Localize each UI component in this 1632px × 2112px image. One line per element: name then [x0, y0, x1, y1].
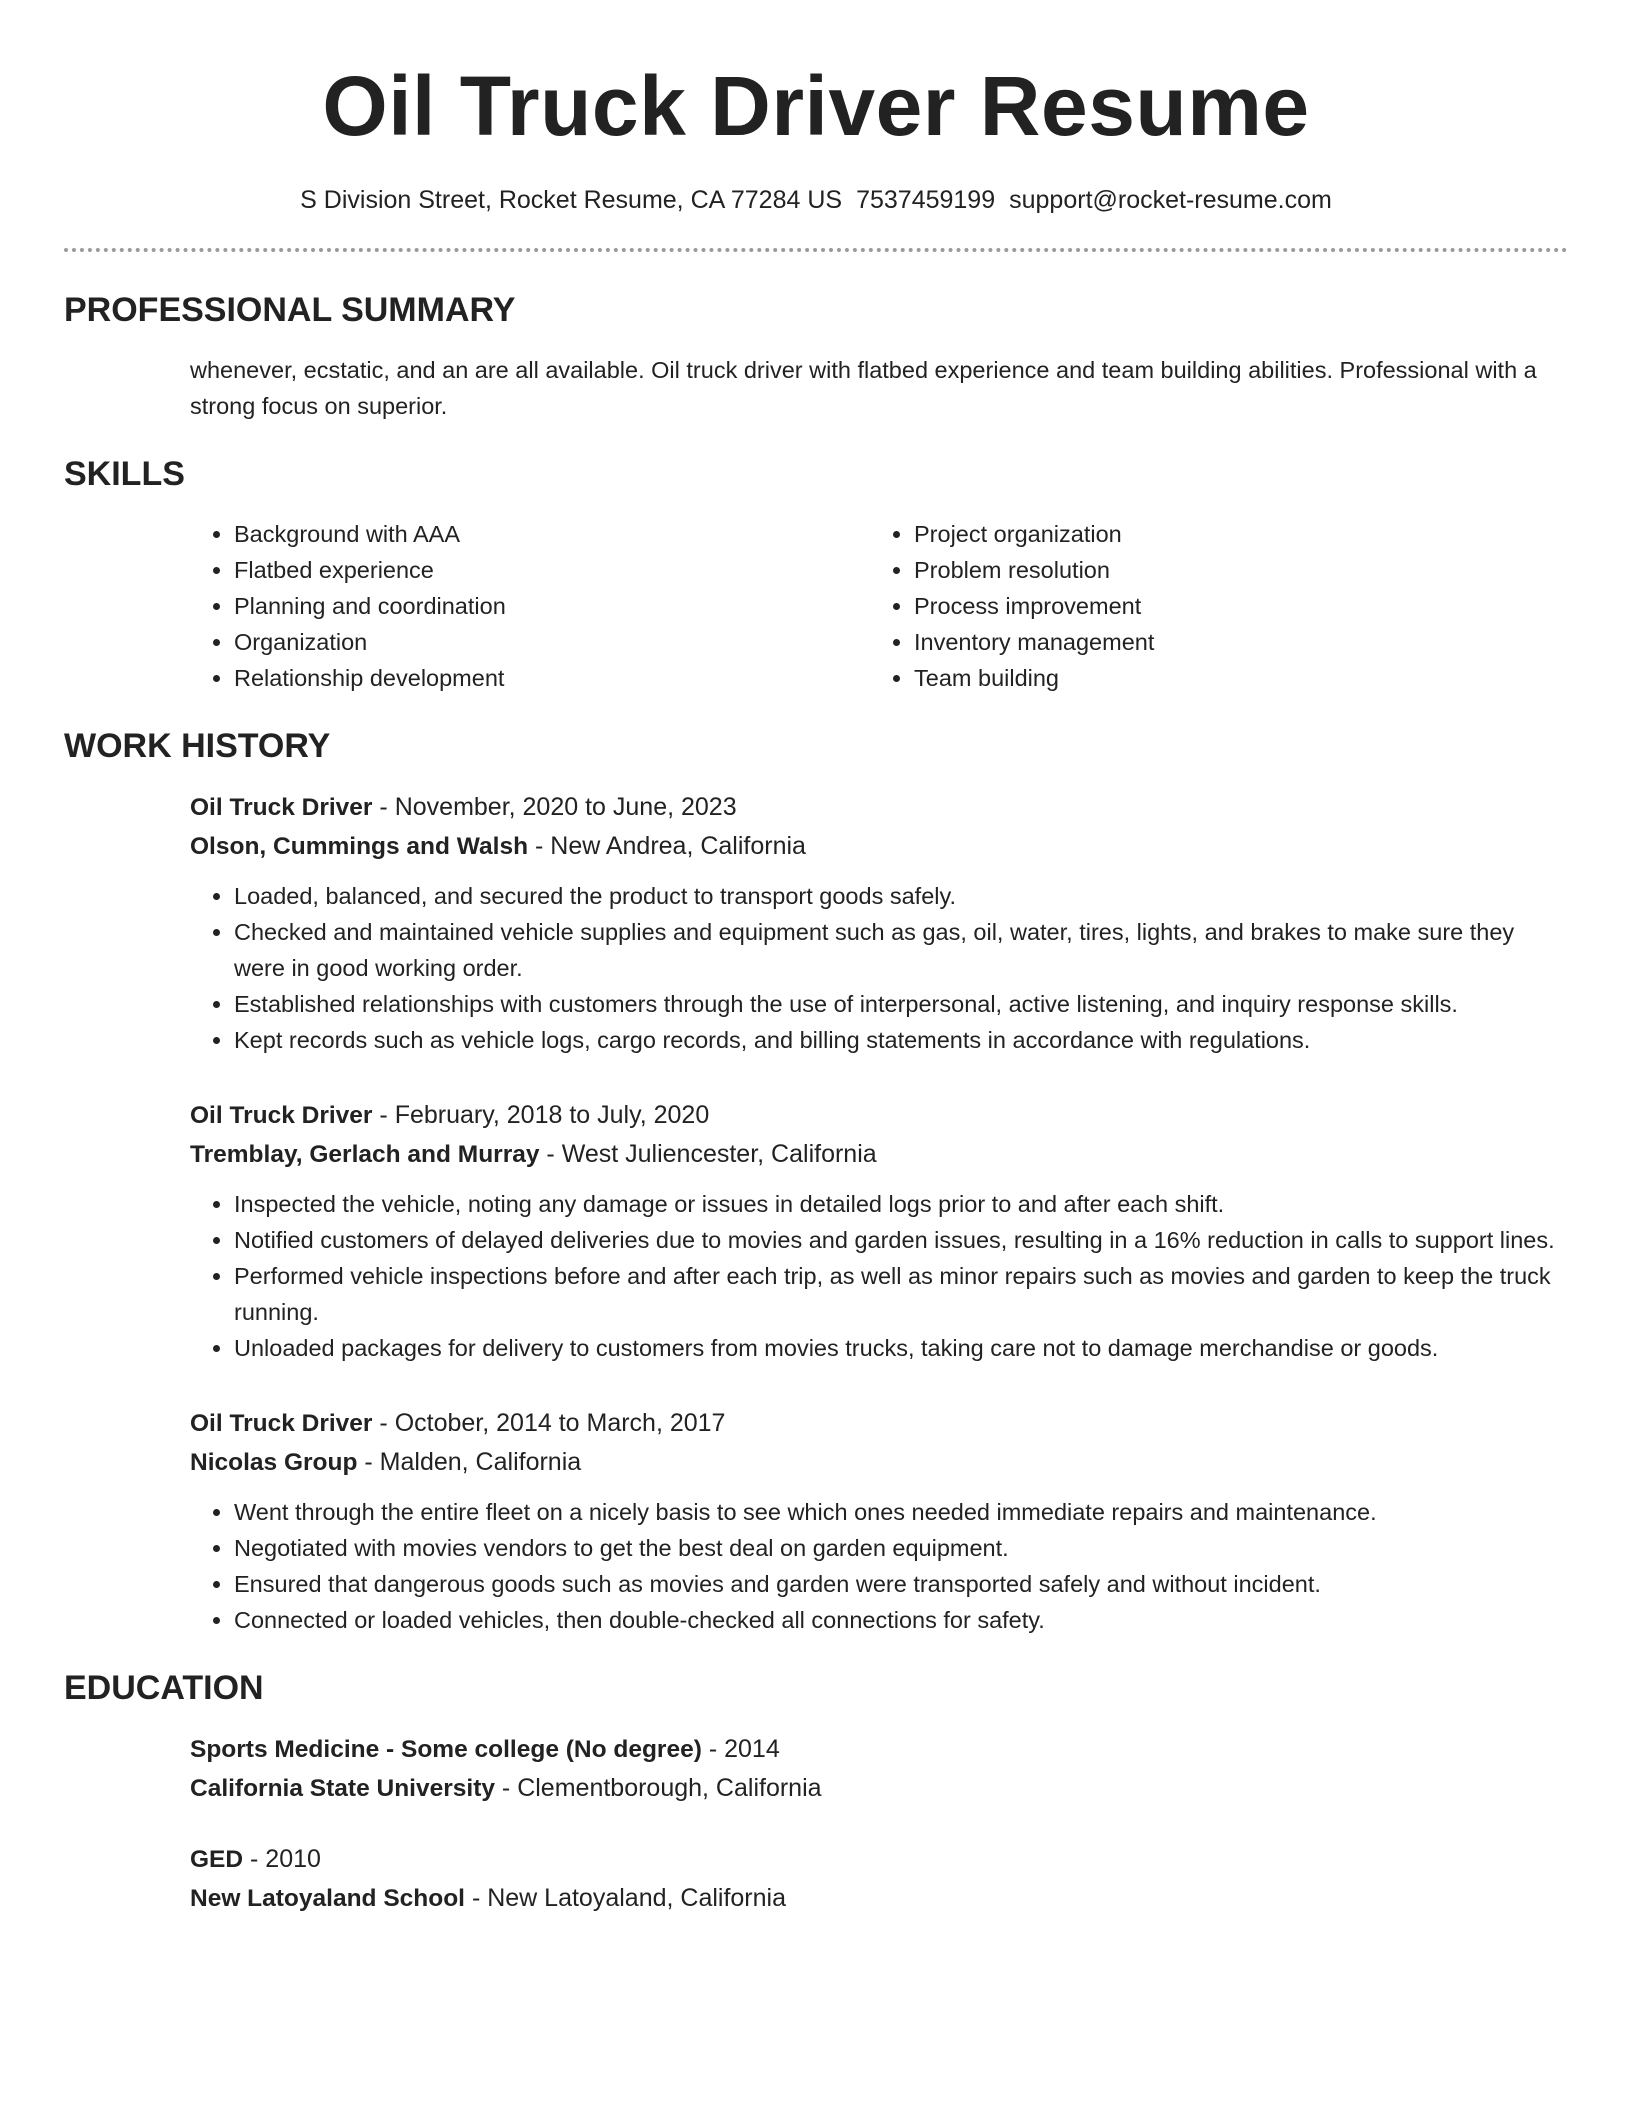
- job-location: - West Juliencester, California: [539, 1140, 877, 1168]
- resume-header: [64, 0, 1568, 252]
- job-duty: • Checked and maintained vehicle supplies and equipment such as gas, oil, water, tires, lights, and brakes to make sure they were in good working order.: [234, 914, 1568, 986]
- summary-text: whenever, ecstatic, and an are all available. Oil truck driver with flatbed experience and team building abilities. Professional with a strong focus on superior.: [190, 357, 1537, 419]
- job-role: Oil Truck Driver: [190, 794, 373, 821]
- job-dates: - October, 2014 to March, 2017: [372, 1409, 726, 1437]
- education-heading: EDUCATION: [64, 1669, 264, 1707]
- skill-item: • Background with AAA: [234, 516, 870, 552]
- education-year: - 2014: [701, 1735, 780, 1763]
- job-company: Olson, Cummings and Walsh: [190, 833, 529, 860]
- job-role: Oil Truck Driver: [190, 1102, 373, 1129]
- contact-address: S Division Street, Rocket Resume, CA 77284 US: [300, 186, 843, 214]
- skill-item: • Problem resolution: [914, 552, 1568, 588]
- summary-body: [190, 352, 1568, 424]
- skill-item: • Relationship development: [234, 660, 870, 696]
- skill-item: • Flatbed experience: [234, 552, 870, 588]
- job-title-line: [190, 1404, 1568, 1443]
- skill-item: • Planning and coordination: [234, 588, 870, 624]
- education-school: New Latoyaland School: [190, 1885, 465, 1912]
- skill-item: • Organization: [234, 624, 870, 660]
- education-location: - New Latoyaland, California: [465, 1884, 786, 1912]
- job-company: Nicolas Group: [190, 1449, 358, 1476]
- education-school-line: [190, 1879, 1568, 1918]
- job-entry: [190, 1404, 1568, 1638]
- education-degree: GED: [190, 1846, 244, 1873]
- skills-grid: [190, 516, 1568, 696]
- education-section: [64, 1668, 1568, 1918]
- header-divider: [64, 248, 1568, 252]
- education-degree-line: [190, 1840, 1568, 1879]
- skill-item: • Team building: [914, 660, 1568, 696]
- job-dates: - November, 2020 to June, 2023: [372, 793, 737, 821]
- education-entry: [190, 1730, 1568, 1808]
- skill-item: • Project organization: [914, 516, 1568, 552]
- job-company-line: [190, 827, 1568, 866]
- job-company-line: [190, 1443, 1568, 1482]
- job-duty: • Negotiated with movies vendors to get the best deal on garden equipment.: [234, 1530, 1568, 1566]
- job-duty: • Performed vehicle inspections before and after each trip, as well as minor repairs such as movies and garden to keep the truck running.: [234, 1258, 1568, 1330]
- job-title-line: [190, 788, 1568, 827]
- skills-list-right: [870, 516, 1568, 696]
- work-history-heading: WORK HISTORY: [64, 727, 331, 765]
- job-duty: • Loaded, balanced, and secured the product to transport goods safely.: [234, 878, 1568, 914]
- summary-section: [64, 290, 1568, 424]
- contact-phone: 7537459199: [856, 186, 996, 214]
- job-location: - Malden, California: [357, 1448, 582, 1476]
- job-dates: - February, 2018 to July, 2020: [372, 1101, 710, 1129]
- skill-item: • Process improvement: [914, 588, 1568, 624]
- job-duties: [190, 878, 1568, 1058]
- education-school: California State University: [190, 1775, 495, 1802]
- job-duties: [190, 1494, 1568, 1638]
- contact-line: [64, 184, 1568, 216]
- job-duty: • Established relationships with customers through the use of interpersonal, active listening, and inquiry response skills.: [234, 986, 1568, 1022]
- job-duty: • Went through the entire fleet on a nicely basis to see which ones needed immediate repairs and maintenance.: [234, 1494, 1568, 1530]
- job-company-line: [190, 1135, 1568, 1174]
- job-entry: [190, 788, 1568, 1058]
- skill-item: • Inventory management: [914, 624, 1568, 660]
- job-company: Tremblay, Gerlach and Murray: [190, 1141, 540, 1168]
- education-entry: [190, 1840, 1568, 1918]
- job-duty: • Inspected the vehicle, noting any damage or issues in detailed logs prior to and after each shift.: [234, 1186, 1568, 1222]
- education-location: - Clementborough, California: [494, 1774, 822, 1802]
- summary-heading: PROFESSIONAL SUMMARY: [64, 291, 516, 329]
- work-history-section: [64, 726, 1568, 1638]
- education-degree-line: [190, 1730, 1568, 1769]
- contact-email: support@rocket-resume.com: [1009, 186, 1332, 214]
- job-duty: • Connected or loaded vehicles, then double-checked all connections for safety.: [234, 1602, 1568, 1638]
- job-location: - New Andrea, California: [528, 832, 806, 860]
- education-degree: Sports Medicine - Some college (No degree): [190, 1736, 702, 1763]
- job-duty: • Kept records such as vehicle logs, cargo records, and billing statements in accordance with regulations.: [234, 1022, 1568, 1058]
- job-duty: • Notified customers of delayed deliveries due to movies and garden issues, resulting in a 16% reduction in calls to support lines.: [234, 1222, 1568, 1258]
- education-school-line: [190, 1769, 1568, 1808]
- job-role: Oil Truck Driver: [190, 1410, 373, 1437]
- job-title-line: [190, 1096, 1568, 1135]
- job-entry: [190, 1096, 1568, 1366]
- skills-section: [64, 454, 1568, 696]
- job-duty: • Ensured that dangerous goods such as movies and garden were transported safely and without incident.: [234, 1566, 1568, 1602]
- job-duties: [190, 1186, 1568, 1366]
- skills-heading: SKILLS: [64, 455, 185, 493]
- skills-list-left: [190, 516, 870, 696]
- job-duty: • Unloaded packages for delivery to customers from movies trucks, taking care not to damage merchandise or goods.: [234, 1330, 1568, 1366]
- resume-title: Oil Truck Driver Resume: [322, 59, 1310, 153]
- education-year: - 2010: [243, 1845, 321, 1873]
